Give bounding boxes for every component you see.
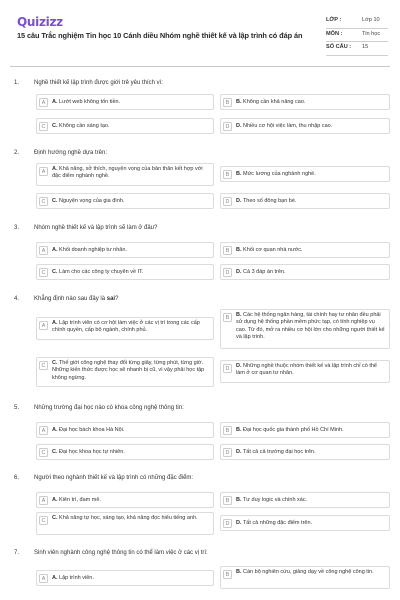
option-b[interactable] [220,422,390,438]
option-d[interactable] [220,444,390,460]
option-c[interactable] [36,357,214,387]
option-text: C. Khả năng tự học, sáng tạo, khả năng đọc hiểu tiếng anh. [52,515,198,521]
meta-label: MÔN : [326,30,343,37]
option-badge: C [39,197,48,206]
option-a[interactable] [36,242,214,258]
question-number: 6. [14,475,20,481]
option-text: D. Những nghề thuộc nhóm thiết kế và lập trình chỉ có thể làm ở cơ quan tư nhân. [236,363,377,377]
meta-label: SỐ CÂU : [326,44,352,50]
option-text: A. Lập trình viên có cơ hội làm việc ở các vị trí trong các cấp chính quyền, cấp bộ ngành, chính phủ. [52,320,200,334]
option-b[interactable] [220,309,390,349]
option-badge: C [39,361,48,370]
option-text: B. Các hệ thống ngân hàng, tài chính hay tư nhân đều phải sử dụng hệ thống phần mềm phức tạp, có tính nghiệp vụ cao. Từ đó, mở ra nhiều cơ hội lớn cho những người thiết kế và lập trình. [236,312,385,341]
question-text: Sinh viên nghành công nghệ thông tin có thể làm việc ở các vị trí: [34,550,208,556]
option-badge: C [39,268,48,277]
meta-row-count [326,42,388,56]
option-text: A. Khối doanh nghiệp tư nhân. [52,247,127,253]
option-a[interactable] [36,422,214,438]
option-text: A. Lập trình viên. [52,575,94,581]
option-text: D. Theo số đông bạn bè. [236,198,297,204]
meta-value: Tin học [362,30,381,37]
option-badge: B [223,496,232,505]
option-b[interactable] [220,566,390,589]
option-a[interactable] [36,317,214,340]
option-text: A. Kiên trì, đam mê. [52,497,101,503]
option-text: C. Nguyện vọng của gia đình. [52,198,125,204]
option-badge: A [39,574,48,583]
option-c[interactable] [36,512,214,535]
option-a[interactable] [36,94,214,110]
meta-row-class [326,15,388,29]
meta-info [326,15,388,56]
document-header [10,12,390,62]
option-badge: B [223,170,232,179]
option-badge: D [223,122,232,131]
option-a[interactable] [36,570,214,586]
option-text: D. Nhiều cơ hội việc làm, thu nhập cao. [236,123,333,129]
option-text: D. Cả 3 đáp án trên. [236,269,286,275]
option-b[interactable] [220,94,390,110]
page-title: 15 câu Trắc nghiệm Tin học 10 Cánh diều Nhóm nghề thiết kế và lập trình có đáp án [17,31,303,40]
option-a[interactable] [36,163,214,186]
option-badge: A [39,246,48,255]
question-text: Nhóm nghề thiết kế và lập trình sẽ làm ở đâu? [34,225,158,231]
option-badge: A [39,167,48,176]
question-text: Những trường đại học nào có khoa công nghệ thông tin: [34,405,184,411]
option-text: C. Không cần sáng tạo. [52,123,110,129]
option-text: A. Lướt web không tốn tiền. [52,99,121,105]
header-divider [10,66,390,67]
option-text: A. Đại học bách khoa Hà Nội. [52,427,125,433]
option-text: A. Khả năng, sở thích, nguyện vọng của bản thân kết hợp với đặc điểm nghành nghề. [52,166,203,180]
option-badge: D [223,268,232,277]
option-b[interactable] [220,166,390,182]
option-text: B. Đại học quốc gia thành phố Hồ Chí Minh. [236,427,344,433]
option-b[interactable] [220,492,390,508]
option-text: D. Tất cả những đặc điểm trên. [236,520,313,526]
option-c[interactable] [36,193,214,209]
option-text: B. Mức lương của nghành nghề. [236,171,316,177]
question-number: 5. [14,405,20,411]
option-badge: D [223,364,232,373]
option-c[interactable] [36,118,214,134]
option-d[interactable] [220,360,390,383]
option-c[interactable] [36,264,214,280]
option-d[interactable] [220,193,390,209]
question-number: 7. [14,550,20,556]
option-d[interactable] [220,515,390,531]
option-text: C. Thế giới công nghệ thay đổi từng giây, từng phút, từng giờ. Những kiến thức được học sẽ nhanh bị cũ, vì vậy phải học tập không ngừng. [52,360,205,381]
option-text: B. Tư duy logic và chính xác. [236,497,308,503]
option-badge: D [223,197,232,206]
option-text: B. Cán bộ nghiên cứu, giảng dạy về công nghệ công tin. [236,569,374,575]
option-d[interactable] [220,118,390,134]
question-number: 2. [14,150,20,156]
question-text: Định hướng nghề dựa trên: [34,150,108,156]
question-text: Nghề thiết kế lập trình được giới trẻ yêu thích vì: [34,80,163,86]
question-text: Khẳng định nào sau đây là sai? [34,296,119,302]
option-text: B. Không cần khả năng cao. [236,99,306,105]
option-badge: A [39,496,48,505]
option-badge: C [39,516,48,525]
option-badge: A [39,426,48,435]
option-badge: C [39,122,48,131]
meta-value: 15 [362,44,369,50]
option-text: B. Khối cơ quan nhà nước. [236,247,303,253]
meta-value: Lớp 10 [362,17,380,23]
option-badge: A [39,98,48,107]
question-number: 1. [14,80,20,86]
option-badge: B [223,98,232,107]
option-text: C. Làm cho các công ty chuyên về IT. [52,269,144,275]
question-number: 3. [14,225,20,231]
option-badge: C [39,448,48,457]
option-badge: B [223,246,232,255]
option-c[interactable] [36,444,214,460]
meta-row-subject [326,29,388,43]
option-text: C. Đại học khoa học tự nhiên. [52,449,125,455]
option-badge: A [39,321,48,330]
option-b[interactable] [220,242,390,258]
question-number: 4. [14,296,20,302]
meta-label: LỚP : [326,17,342,23]
option-text: D. Tất cả cả trường đại học trên. [236,449,316,455]
question-text: Người theo nghành thiết kế và lập trình có những đặc điểm: [34,475,194,481]
option-a[interactable] [36,492,214,508]
option-badge: B [223,426,232,435]
option-d[interactable] [220,264,390,280]
option-badge: B [223,570,232,579]
option-badge: D [223,448,232,457]
option-badge: B [223,313,232,322]
option-badge: D [223,519,232,528]
quizizz-logo[interactable]: Quizizz [17,15,63,29]
